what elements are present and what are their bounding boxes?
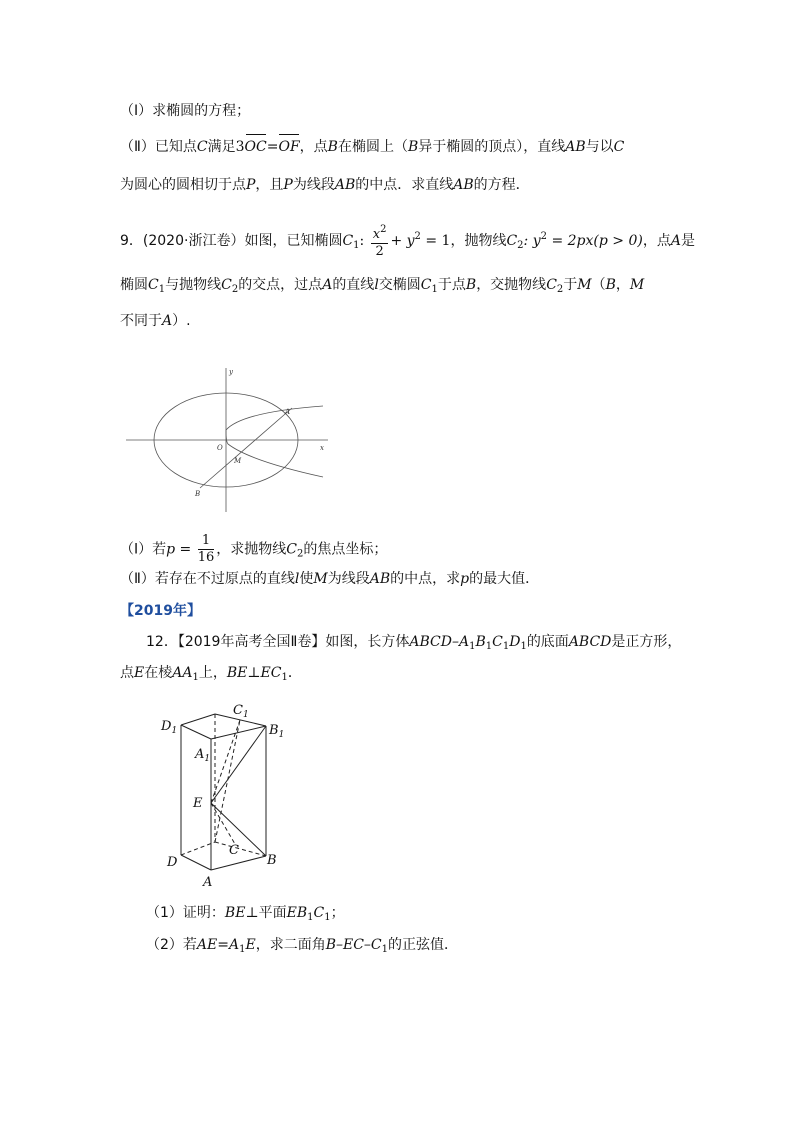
text-span: （Ⅱ）已知点 bbox=[120, 139, 197, 155]
text-line bbox=[120, 569, 539, 589]
subscript: 1 bbox=[353, 240, 360, 251]
label-b: B bbox=[267, 853, 277, 868]
text-span: ，点 bbox=[642, 233, 671, 249]
math-symbol: + y bbox=[390, 233, 415, 249]
label-d: D bbox=[167, 855, 178, 870]
text-span: ，求二面角 bbox=[255, 937, 326, 953]
fraction-numerator: 1 bbox=[198, 533, 215, 550]
text-span: 的交点，过点 bbox=[238, 277, 323, 293]
text-span: 不同于 bbox=[120, 313, 162, 329]
question-12-intro: 12．【2019年高考全国Ⅱ卷】如图，长方体 bbox=[146, 634, 410, 650]
math-symbol: A bbox=[322, 277, 333, 293]
text-line bbox=[120, 275, 644, 300]
figure-rectangular-box bbox=[155, 698, 295, 894]
text-span: 点 bbox=[120, 665, 134, 681]
math-symbol: E bbox=[245, 937, 256, 953]
math-symbol: C bbox=[221, 277, 232, 293]
math-symbol: C bbox=[148, 277, 159, 293]
parabola-c2 bbox=[226, 406, 323, 477]
math-symbol: C bbox=[313, 905, 325, 921]
math-symbol: ABCD bbox=[568, 634, 612, 650]
text-span: （Ⅰ）若 bbox=[120, 541, 167, 558]
text-span: 满足 bbox=[207, 139, 236, 155]
label-a: A bbox=[285, 408, 291, 416]
math-symbol: C bbox=[286, 541, 298, 558]
text-line bbox=[146, 903, 345, 928]
label-a1: $A_1$ bbox=[195, 747, 211, 764]
math-symbol: B–EC–C bbox=[325, 937, 382, 953]
text-span: 的底面 bbox=[526, 634, 569, 650]
math-symbol: BE bbox=[226, 665, 248, 681]
text-span: （1）证明： bbox=[146, 905, 225, 921]
text-span: 的正弦值． bbox=[388, 937, 459, 953]
text-span: ； bbox=[330, 905, 345, 921]
math-symbol: C bbox=[506, 233, 518, 249]
subscript: 1 bbox=[520, 641, 527, 652]
text-line bbox=[120, 222, 695, 260]
math-symbol: : bbox=[359, 233, 365, 249]
edge bbox=[181, 855, 211, 870]
subscript: 1 bbox=[239, 944, 246, 955]
text-span: 为圆心的圆相切于点 bbox=[120, 177, 246, 193]
superscript: 2 bbox=[380, 224, 387, 235]
text-line bbox=[120, 137, 624, 157]
text-line bbox=[120, 311, 191, 331]
subscript: 1 bbox=[485, 641, 493, 652]
line-l bbox=[200, 408, 292, 488]
subscript: 1 bbox=[502, 641, 510, 652]
text-line bbox=[120, 101, 250, 121]
fraction-denominator: 2 bbox=[375, 244, 384, 259]
text-span: 交椭圆 bbox=[378, 277, 421, 293]
edge bbox=[211, 856, 266, 870]
text-span: （Ⅱ）若存在不过原点的直线 bbox=[120, 571, 295, 587]
question-9-intro: 9．(2020·浙江卷）如图，已知椭圆 bbox=[120, 233, 343, 249]
label-x: x bbox=[320, 444, 324, 452]
text-span: 是正方形， bbox=[611, 634, 682, 650]
text-span: 的中点．求直线 bbox=[355, 177, 454, 193]
subscript: 2 bbox=[231, 284, 239, 295]
math-symbol: A bbox=[162, 313, 173, 329]
text-span: 的中点，求 bbox=[390, 571, 461, 587]
math-symbol: AB bbox=[369, 571, 391, 587]
text-span: 的最大值． bbox=[469, 571, 540, 587]
text-span: 椭圆 bbox=[120, 277, 148, 293]
vector-oc: OC bbox=[244, 139, 267, 155]
text-span: 的直线 bbox=[332, 277, 375, 293]
math-symbol: AE=A bbox=[196, 937, 240, 953]
text-span: 上， bbox=[198, 665, 227, 681]
text-span: ，抛物线 bbox=[450, 233, 507, 249]
math-symbol: C bbox=[420, 277, 432, 293]
math-symbol: = 1 bbox=[420, 233, 451, 249]
math-symbol: 3 bbox=[235, 139, 245, 155]
text-span: 为线段 bbox=[327, 571, 370, 587]
p-fraction bbox=[198, 533, 215, 566]
text-span: 的焦点坐标； bbox=[303, 541, 388, 558]
label-d1: $D_1$ bbox=[161, 719, 178, 736]
label-e: E bbox=[193, 796, 203, 811]
text-span: 于 bbox=[563, 277, 578, 293]
label-a: A bbox=[203, 875, 213, 890]
text-span: （ bbox=[591, 277, 606, 293]
subscript: 1 bbox=[281, 672, 288, 683]
math-symbol: l bbox=[294, 571, 300, 587]
text-span: 与抛物线 bbox=[165, 277, 222, 293]
math-symbol: E bbox=[134, 665, 145, 681]
text-line bbox=[146, 935, 458, 960]
label-m: M bbox=[234, 457, 242, 465]
text-span: 的方程． bbox=[473, 177, 530, 193]
subscript: 1 bbox=[381, 944, 389, 955]
subscript: 2 bbox=[556, 284, 564, 295]
superscript: 2 bbox=[540, 231, 547, 242]
subscript: 2 bbox=[517, 240, 524, 251]
math-symbol: l bbox=[374, 277, 379, 293]
math-symbol: M bbox=[313, 571, 328, 587]
part1-I-text: （Ⅰ）求椭圆的方程； bbox=[120, 103, 251, 119]
math-symbol: C bbox=[546, 277, 557, 293]
math-symbol: = 2px(p > 0) bbox=[547, 233, 643, 249]
hidden-edge bbox=[181, 842, 215, 855]
label-c: C bbox=[229, 843, 239, 858]
label-y: y bbox=[229, 368, 233, 376]
text-span: 与以 bbox=[585, 139, 614, 155]
text-span: 在椭圆上（ bbox=[337, 139, 408, 155]
math-symbol: AB bbox=[334, 177, 356, 193]
label-o: O bbox=[217, 444, 223, 452]
subscript: 1 bbox=[158, 284, 166, 295]
ellipse-fraction bbox=[371, 222, 389, 260]
math-symbol: : y bbox=[523, 233, 541, 249]
superscript: 2 bbox=[414, 231, 421, 242]
edge bbox=[181, 725, 211, 739]
subscript: 1 bbox=[431, 284, 438, 295]
vector-of: OF bbox=[278, 139, 300, 155]
text-line bbox=[120, 533, 387, 566]
text-span: 异于椭圆的顶点），直线 bbox=[418, 139, 566, 155]
math-symbol: C bbox=[342, 233, 354, 249]
edge bbox=[181, 714, 215, 725]
math-symbol: B bbox=[327, 139, 338, 155]
text-span: 平面 bbox=[258, 905, 287, 921]
math-symbol: ⊥ bbox=[247, 665, 261, 681]
figure-ellipse-parabola bbox=[120, 360, 340, 520]
label-b: B bbox=[195, 490, 201, 498]
math-symbol: p bbox=[460, 571, 470, 587]
text-line bbox=[146, 632, 681, 657]
section-heading-2019: 【2019年】 bbox=[120, 603, 201, 619]
text-span: 是 bbox=[680, 233, 695, 249]
subscript: 1 bbox=[307, 912, 314, 923]
subscript: 1 bbox=[469, 641, 476, 652]
math-symbol: P bbox=[246, 177, 256, 193]
math-symbol: p = bbox=[166, 541, 192, 558]
math-symbol: EB bbox=[286, 905, 308, 921]
label-b1: $B_1$ bbox=[269, 723, 285, 740]
text-span: 在棱 bbox=[144, 665, 173, 681]
label-c1: $C_1$ bbox=[233, 703, 249, 720]
math-symbol: M bbox=[629, 277, 645, 293]
text-span: ． bbox=[287, 665, 302, 681]
math-symbol: BE bbox=[224, 905, 246, 921]
text-span: （2）若 bbox=[146, 937, 197, 953]
math-symbol: AB bbox=[565, 139, 586, 155]
math-symbol: ABCD–A bbox=[409, 634, 470, 650]
math-symbol: M bbox=[577, 277, 592, 293]
text-span: 于点 bbox=[437, 277, 466, 293]
math-symbol: B bbox=[407, 139, 419, 155]
text-span: ，且 bbox=[255, 177, 284, 193]
math-symbol: AB bbox=[453, 177, 474, 193]
math-symbol: C bbox=[492, 634, 503, 650]
text-span: ，求抛物线 bbox=[216, 541, 287, 558]
subscript: 2 bbox=[297, 548, 304, 560]
subscript: 1 bbox=[192, 672, 199, 683]
text-span: ，点 bbox=[299, 139, 328, 155]
text-span: ）. bbox=[172, 313, 191, 329]
math-symbol: C bbox=[196, 139, 208, 155]
math-symbol: C bbox=[613, 139, 625, 155]
subscript: 1 bbox=[324, 912, 331, 923]
text-line bbox=[120, 175, 530, 195]
math-symbol: B bbox=[465, 277, 477, 293]
math-symbol: B bbox=[475, 634, 486, 650]
fraction-numerator: x bbox=[372, 227, 381, 242]
math-symbol: B bbox=[605, 277, 616, 293]
math-symbol: = bbox=[266, 139, 279, 155]
math-symbol: EC bbox=[260, 665, 282, 681]
math-symbol: AA bbox=[172, 665, 193, 681]
fraction-denominator: 16 bbox=[197, 550, 215, 565]
text-line bbox=[120, 663, 302, 688]
math-symbol: P bbox=[283, 177, 293, 193]
segment-ec bbox=[211, 803, 235, 844]
text-span: ，交抛物线 bbox=[476, 277, 547, 293]
text-span: ， bbox=[615, 277, 630, 293]
text-span: 为线段 bbox=[292, 177, 335, 193]
math-symbol: A bbox=[670, 233, 681, 249]
math-symbol: ⊥ bbox=[245, 905, 259, 921]
math-symbol: D bbox=[509, 634, 521, 650]
text-span: 使 bbox=[299, 571, 314, 587]
